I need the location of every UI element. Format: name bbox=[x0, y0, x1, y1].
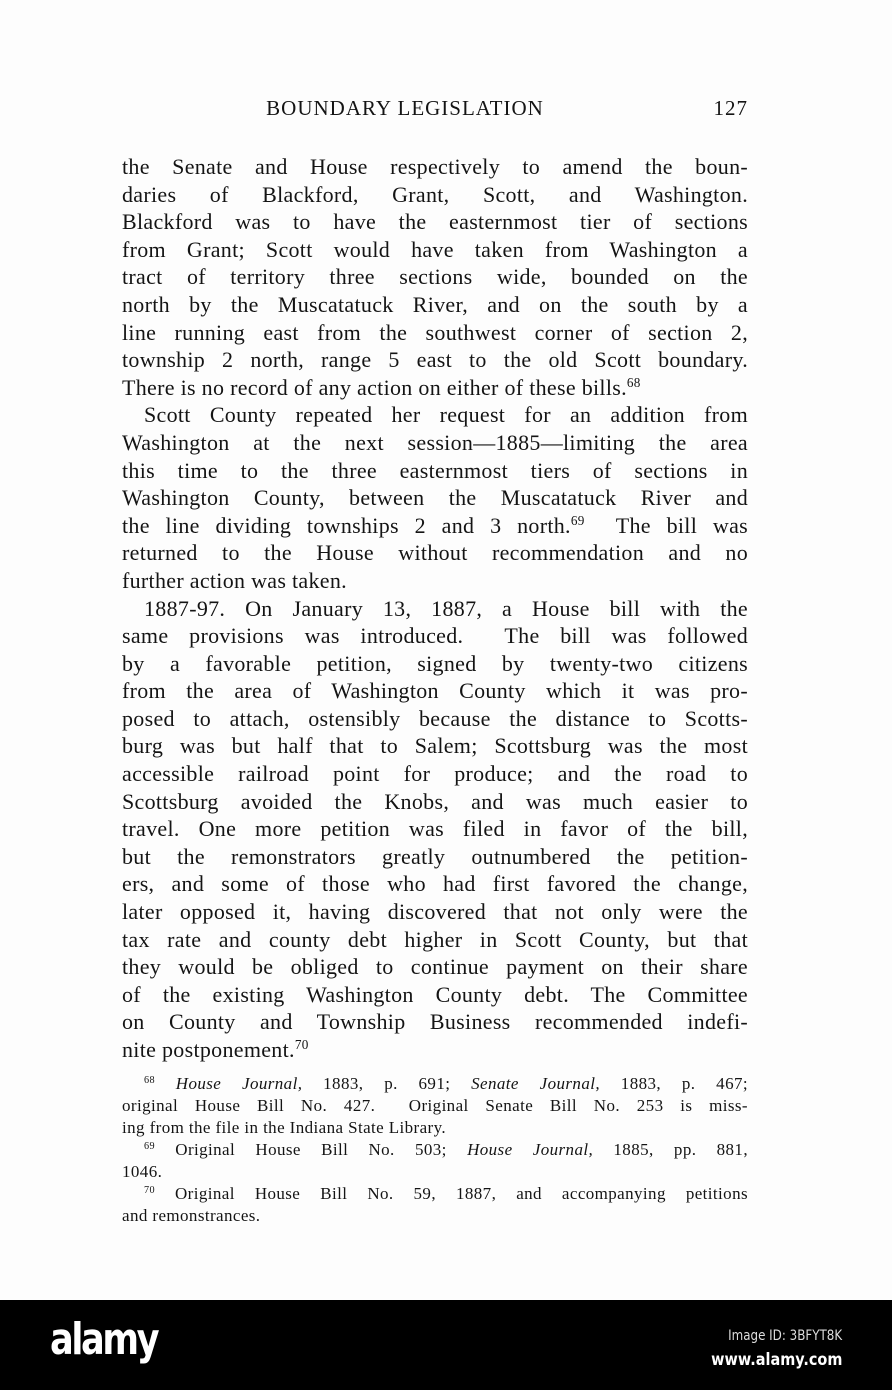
text-line bbox=[122, 539, 748, 567]
site-url: www.alamy.com bbox=[710, 1350, 842, 1370]
text-segment: north by the Muscatatuck River, and on the south by a bbox=[122, 291, 748, 317]
text-segment: Senate Journal, bbox=[471, 1074, 600, 1093]
footnote-ref: 70 bbox=[144, 1184, 155, 1196]
text-line bbox=[122, 319, 748, 347]
text-segment: ing from the file in the Indiana State Library. bbox=[122, 1118, 447, 1137]
text-segment: burg was but half that to Salem; Scottsburg was the most bbox=[122, 733, 748, 759]
text-segment: Washington County, between the Muscatatuck River and bbox=[122, 485, 748, 511]
text-segment: original House Bill No. 427. Original Senate Bill No. 253 is miss- bbox=[122, 1096, 748, 1115]
text-line bbox=[122, 484, 748, 512]
footnote-line bbox=[122, 1095, 748, 1117]
alamy-logo: alamy bbox=[50, 1314, 158, 1365]
text-segment: ers, and some of those who had first favored the change, bbox=[122, 871, 748, 897]
text-segment: Scott County repeated her request for an addition from bbox=[144, 402, 748, 428]
text-segment: accessible railroad point for produce; and the road to bbox=[122, 761, 748, 787]
text-line bbox=[122, 374, 748, 402]
text-line bbox=[122, 677, 748, 705]
text-line bbox=[122, 815, 748, 843]
text-segment: nite postponement. bbox=[122, 1037, 295, 1062]
text-line bbox=[122, 926, 748, 954]
running-head bbox=[122, 96, 748, 124]
text-segment: daries of Blackford, Grant, Scott, and Washington. bbox=[122, 181, 748, 207]
text-line bbox=[122, 263, 748, 291]
body-text bbox=[122, 153, 748, 1064]
text-line bbox=[122, 788, 748, 816]
text-line bbox=[122, 567, 748, 595]
text-segment: House Journal, bbox=[155, 1074, 303, 1093]
text-segment: line running east from the southwest corner of section 2, bbox=[122, 319, 748, 345]
text-line bbox=[122, 843, 748, 871]
text-segment: from the area of Washington County which it was pro- bbox=[122, 678, 748, 704]
text-segment: township 2 north, range 5 east to the old Scott boundary. bbox=[122, 347, 748, 373]
text-line bbox=[122, 705, 748, 733]
text-line bbox=[122, 622, 748, 650]
text-line bbox=[122, 595, 748, 623]
text-line bbox=[122, 346, 748, 374]
text-segment: Washington at the next session—1885—limiting the area bbox=[122, 429, 748, 455]
text-segment: There is no record of any action on either of these bills. bbox=[122, 374, 627, 400]
text-line bbox=[122, 457, 748, 485]
text-line bbox=[122, 208, 748, 236]
watermark-bar bbox=[0, 1300, 892, 1390]
text-segment: same provisions was introduced. The bill was followed bbox=[122, 623, 748, 649]
footnote-line bbox=[122, 1205, 748, 1227]
footnote-ref: 70 bbox=[294, 1037, 309, 1053]
footnote-ref: 69 bbox=[570, 512, 585, 528]
text-segment: tax rate and county debt higher in Scott County, but that bbox=[122, 926, 748, 952]
text-line bbox=[122, 181, 748, 209]
text-line bbox=[122, 236, 748, 264]
text-line bbox=[122, 153, 748, 181]
text-segment: 1885, pp. 881, bbox=[593, 1140, 748, 1159]
footnote-line bbox=[122, 1117, 748, 1139]
text-segment: 1883, p. 691; bbox=[302, 1074, 472, 1093]
footnotes bbox=[122, 1073, 748, 1227]
text-segment: further action was taken. bbox=[122, 567, 347, 593]
text-segment: on County and Township Business recommended indefi- bbox=[122, 1009, 748, 1035]
footnote-ref: 69 bbox=[144, 1140, 155, 1152]
text-line bbox=[122, 291, 748, 319]
text-line bbox=[122, 898, 748, 926]
text-segment: tract of territory three sections wide, bounded on the bbox=[122, 264, 748, 290]
page-number: 127 bbox=[713, 96, 748, 120]
text-line bbox=[122, 953, 748, 981]
text-segment: posed to attach, ostensibly because the distance to Scotts- bbox=[122, 705, 748, 731]
text-line bbox=[122, 981, 748, 1009]
text-line bbox=[122, 512, 748, 540]
text-segment: 1046. bbox=[122, 1162, 163, 1181]
text-segment: Scottsburg avoided the Knobs, and was much easier to bbox=[122, 788, 748, 814]
footnote-line bbox=[122, 1139, 748, 1161]
footnote-line bbox=[122, 1161, 748, 1183]
text-segment: and remonstrances. bbox=[122, 1206, 261, 1225]
text-line bbox=[122, 870, 748, 898]
footnote-ref: 68 bbox=[626, 374, 641, 390]
text-line bbox=[122, 732, 748, 760]
text-segment: 1887-97. On January 13, 1887, a House bill with the bbox=[144, 595, 748, 621]
text-segment: The bill was bbox=[584, 512, 748, 538]
text-segment: the line dividing townships 2 and 3 north. bbox=[122, 512, 571, 538]
footnote-line bbox=[122, 1183, 748, 1205]
text-segment: by a favorable petition, signed by twenty-two citizens bbox=[122, 650, 748, 676]
text-segment: but the remonstrators greatly outnumbered the petition- bbox=[122, 843, 748, 869]
text-segment: this time to the three easternmost tiers of sections in bbox=[122, 457, 748, 483]
text-line bbox=[122, 1036, 748, 1064]
text-segment: the Senate and House respectively to amend the boun- bbox=[122, 154, 748, 179]
text-line bbox=[122, 1008, 748, 1036]
footnote-ref: 68 bbox=[144, 1074, 155, 1086]
text-line bbox=[122, 760, 748, 788]
text-segment: Original House Bill No. 503; bbox=[155, 1140, 468, 1159]
text-segment: returned to the House without recommendation and no bbox=[122, 540, 748, 566]
text-segment: later opposed it, having discovered that not only were the bbox=[122, 899, 748, 925]
text-line bbox=[122, 401, 748, 429]
footnote-line bbox=[122, 1073, 748, 1095]
text-segment: Blackford was to have the easternmost tier of sections bbox=[122, 209, 748, 235]
text-line bbox=[122, 429, 748, 457]
text-line bbox=[122, 650, 748, 678]
text-segment: from Grant; Scott would have taken from Washington a bbox=[122, 236, 748, 262]
text-segment: they would be obliged to continue payment on their share bbox=[122, 954, 748, 980]
text-segment: House Journal, bbox=[467, 1140, 594, 1159]
text-segment: travel. One more petition was filed in favor of the bill, bbox=[122, 816, 748, 842]
running-head-title: BOUNDARY LEGISLATION bbox=[266, 96, 544, 120]
text-segment: of the existing Washington County debt. The Committee bbox=[122, 981, 748, 1007]
text-segment: 1883, p. 467; bbox=[600, 1074, 748, 1093]
text-segment: Original House Bill No. 59, 1887, and accompanying petitions bbox=[155, 1184, 748, 1203]
image-id: Image ID: 3BFYT8K bbox=[727, 1328, 842, 1344]
